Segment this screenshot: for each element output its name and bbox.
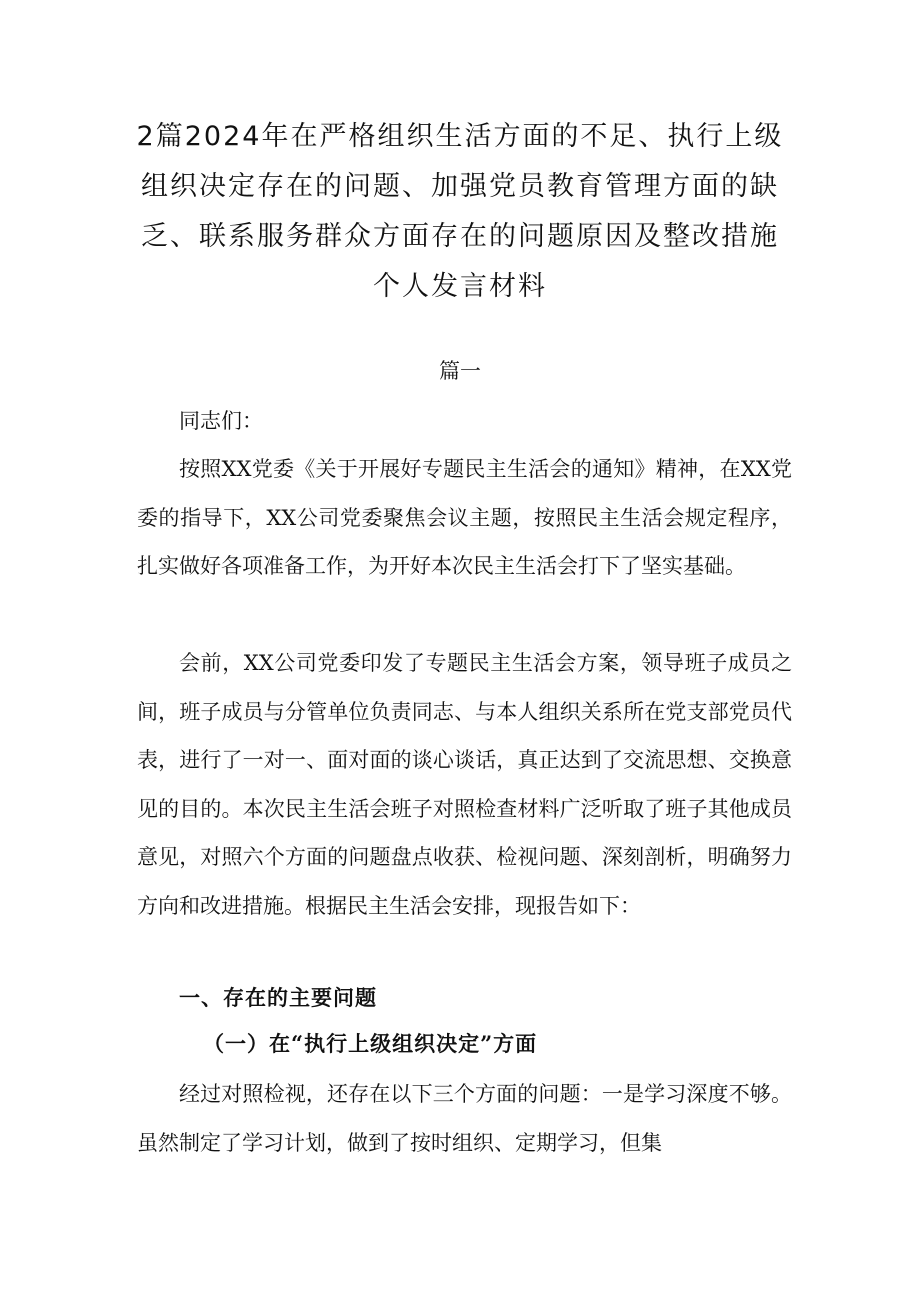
title-line: 个人发言材料 bbox=[373, 271, 547, 302]
title-line: 组织决定存在的问题、加强党员教育管理方面的缺 bbox=[141, 171, 779, 202]
paragraph: 会前，XX公司党委印发了专题民主生活会方案，领导班子成员之间，班子成员与分管单位负责同志、与本人组织关系所在党支部党员代表，进行了一对一、面对面的谈心谈话，真正达到了交流思想、交换意见的目的。本次民主生活会班子对照检查材料广泛听取了班子其他成员意见，对照六个方面的问题盘点收获、检视问题、深刻剖析，明确努力方向和改进措施。根据民主生活会安排，现报告如下： bbox=[137, 651, 792, 918]
title-line: 乏、联系服务群众方面存在的问题原因及整改措施 bbox=[141, 221, 779, 252]
greeting: 同志们： bbox=[179, 409, 263, 433]
subsection-heading: （一）在“执行上级组织决定”方面 bbox=[203, 1031, 538, 1056]
title-line: 2篇2024年在严格组织生活方面的不足、执行上级 bbox=[136, 121, 784, 152]
paragraph: 按照XX党委《关于开展好专题民主生活会的通知》精神，在XX党委的指导下，XX公司党委聚焦会议主题，按照民主生活会规定程序，扎实做好各项准备工作，为开好本次民主生活会打下了坚实基础。 bbox=[137, 457, 792, 578]
document-title bbox=[130, 112, 790, 312]
paragraph: 经过对照检视，还存在以下三个方面的问题：一是学习深度不够。虽然制定了学习计划，做到了按时组织、定期学习，但集 bbox=[137, 1082, 792, 1155]
section-label: 篇一 bbox=[439, 359, 481, 383]
section-heading: 一、存在的主要问题 bbox=[179, 985, 377, 1010]
